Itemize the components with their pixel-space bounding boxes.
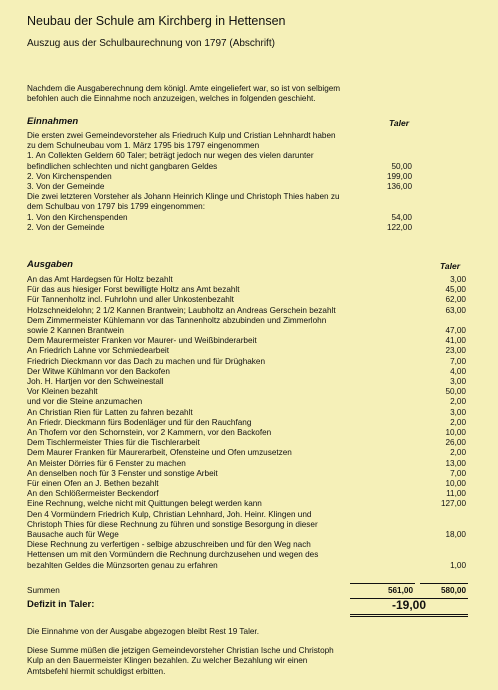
ausgaben-row-text: Für Tannenholtz incl. Fuhrlohn und aller Unkostenbezahlt bbox=[27, 295, 234, 305]
ausgaben-row-text: Bausache auch für Wege bbox=[27, 530, 119, 540]
ausgaben-row-text: und vor die Steine anzumachen bbox=[27, 397, 143, 407]
einnahmen-row-value: 136,00 bbox=[386, 182, 412, 192]
sum-underline-ausgaben bbox=[420, 583, 468, 584]
closing-spacer bbox=[27, 637, 477, 646]
ausgaben-row-value: 23,00 bbox=[445, 346, 466, 356]
ausgaben-row-value: 18,00 bbox=[445, 530, 466, 540]
einnahmen-col-label: Taler bbox=[389, 118, 410, 128]
summen-ausgaben: 580,00 bbox=[440, 586, 466, 595]
einnahmen-row-text: 3. Von der Gemeinde bbox=[27, 182, 105, 192]
einnahmen-row-text: 1. An Collekten Geldern 60 Taler; beträgt jedoch nur wegen des vielen darunter bbox=[27, 151, 314, 161]
ausgaben-row-text: Eine Rechnung, welche nicht mit Quittungen belegt werden kann bbox=[27, 499, 262, 509]
ausgaben-row-text: Für das aus hiesiger Forst bewilligte Holtz ans Amt bezahlt bbox=[27, 285, 240, 295]
ausgaben-row bbox=[27, 540, 367, 550]
ausgaben-row-text: Hettensen um mit den Vormündern die Rechnung durchzusehen und wegen des bbox=[27, 550, 319, 560]
einnahmen-row bbox=[27, 192, 367, 202]
ausgaben-row bbox=[27, 417, 466, 428]
page-title: Neubau der Schule am Kirchberg in Hettensen bbox=[27, 14, 286, 28]
ausgaben-row-value: 41,00 bbox=[445, 336, 466, 346]
ausgaben-row-text: Dem Maurermeister Franken vor Maurer- und Weißbinderarbeit bbox=[27, 336, 257, 346]
ausgaben-row bbox=[27, 285, 466, 295]
einnahmen-row-value: 199,00 bbox=[386, 171, 412, 181]
einnahmen-row-text: Die zwei letzteren Vorsteher als Johann Heinrich Klinge und Christoph Thies haben zu bbox=[27, 192, 340, 202]
sum-underline-einnahmen bbox=[350, 583, 415, 584]
intro-line: befohlen auch die Einnahme noch anzuzeigen, welches in folgenden geschieht. bbox=[27, 94, 316, 104]
ausgaben-row-text: Für einen Ofen an J. Bethen bezahlt bbox=[27, 479, 159, 489]
einnahmen-row-text: dem Schulbau von 1797 bis 1799 eingenommen: bbox=[27, 202, 205, 212]
ausgaben-row bbox=[27, 489, 466, 499]
ausgaben-row-text: Dem Tischlermeister Thies für die Tischlerarbeit bbox=[27, 438, 200, 448]
ausgaben-row-text: Dem Zimmermeister Kühlemann vor das Tannenholtz abzubinden und Zimmerlohn bbox=[27, 315, 327, 325]
einnahmen-row bbox=[27, 202, 367, 212]
einnahmen-row bbox=[27, 151, 367, 161]
ausgaben-row bbox=[27, 366, 466, 377]
ausgaben-row-value: 1,00 bbox=[450, 560, 466, 570]
ausgaben-row-value: 2,00 bbox=[450, 417, 466, 427]
ausgaben-row-value: 7,00 bbox=[450, 468, 466, 478]
einnahmen-row-text: 2. Von Kirchenspenden bbox=[27, 171, 112, 181]
ausgaben-row-text: Joh. H. Hartjen vor den Schweinestall bbox=[27, 377, 164, 387]
ausgaben-row-text: An Christian Rien für Latten zu fahren bezahlt bbox=[27, 407, 193, 417]
ausgaben-row-text: An das Amt Hardegsen für Holtz bezahlt bbox=[27, 275, 173, 284]
ausgaben-row bbox=[27, 499, 466, 509]
einnahmen-row-value: 54,00 bbox=[391, 212, 412, 222]
einnahmen-row-value: 122,00 bbox=[386, 222, 412, 232]
ausgaben-row-text: Der Witwe Kühlmann vor den Backofen bbox=[27, 366, 170, 376]
einnahmen-row-text: zu dem Schulneubau vom 1. März 1795 bis 1797 eingenommen bbox=[27, 141, 260, 151]
einnahmen-row bbox=[27, 182, 412, 192]
ausgaben-row-value: 3,00 bbox=[450, 407, 466, 417]
ausgaben-row bbox=[27, 479, 466, 489]
summen-einnahmen: 561,00 bbox=[387, 586, 413, 595]
closing-line: Amtsbefehl hiermit schuldigst erbitten. bbox=[27, 666, 166, 676]
ausgaben-row-value: 62,00 bbox=[445, 295, 466, 305]
ausgaben-row bbox=[27, 305, 466, 316]
ausgaben-row bbox=[27, 356, 466, 367]
ausgaben-row bbox=[27, 448, 466, 458]
einnahmen-row-text: 1. Von den Kirchenspenden bbox=[27, 212, 128, 222]
ausgaben-row bbox=[27, 275, 466, 285]
ausgaben-row-text: Den 4 Vormündern Friedrich Kulp, Christian Lehnhard, Joh. Heinr. Klingen und bbox=[27, 509, 312, 519]
einnahmen-row bbox=[27, 131, 367, 141]
ausgaben-row-value: 10,00 bbox=[445, 428, 466, 438]
ausgaben-row bbox=[27, 387, 466, 397]
ausgaben-row-text: Christoph Thies für diese Rechnung zu führen und sonstige Besorgung in dieser bbox=[27, 519, 318, 529]
ausgaben-row-value: 45,00 bbox=[445, 285, 466, 295]
intro-line: Nachdem die Ausgaberechnung dem königl. Amte eingeliefert war, so ist von selbigem bbox=[27, 84, 341, 93]
ausgaben-row bbox=[27, 468, 466, 479]
ausgaben-table bbox=[27, 275, 466, 571]
summen-label: Summen bbox=[27, 586, 60, 595]
einnahmen-heading: Einnahmen bbox=[27, 116, 79, 127]
defizit-label: Defizit in Taler: bbox=[27, 599, 95, 610]
einnahmen-row-text: Die ersten zwei Gemeindevorsteher als Friedruch Kulp und Cristian Lehnhardt haben bbox=[27, 131, 336, 140]
einnahmen-row bbox=[27, 212, 412, 223]
ausgaben-row-value: 50,00 bbox=[445, 387, 466, 397]
ausgaben-row bbox=[27, 346, 466, 356]
ausgaben-row-text: An den Schlößermeister Beckendorf bbox=[27, 489, 159, 499]
ausgaben-row-value: 4,00 bbox=[450, 366, 466, 376]
ausgaben-row-value: 2,00 bbox=[450, 448, 466, 458]
ausgaben-row-value: 10,00 bbox=[445, 479, 466, 489]
intro-paragraph bbox=[27, 84, 472, 104]
closing-line: Die Einnahme von der Ausgabe abgezogen bleibt Rest 19 Taler. bbox=[27, 627, 259, 636]
ausgaben-row-text: An Friedrich Lahne vor Schmiedearbeit bbox=[27, 346, 169, 356]
ausgaben-row-value: 11,00 bbox=[446, 489, 466, 499]
ausgaben-row bbox=[27, 520, 367, 530]
ausgaben-row bbox=[27, 377, 466, 387]
ausgaben-row bbox=[27, 295, 466, 305]
ausgaben-row bbox=[27, 326, 466, 336]
ausgaben-row-value: 127,00 bbox=[440, 499, 466, 509]
ausgaben-row-text: bezahlten Geldes die Münzsorten genau zu erfahren bbox=[27, 560, 218, 570]
ausgaben-row bbox=[27, 397, 466, 407]
closing-line: Kulp an den Bauermeister Klingen bezahlen. Zu welcher Bezahlung wir einen bbox=[27, 656, 308, 666]
ausgaben-row-value: 47,00 bbox=[445, 326, 466, 336]
ausgaben-row-text: Vor Kleinen bezahlt bbox=[27, 387, 98, 397]
defizit-underline-2 bbox=[350, 616, 468, 617]
einnahmen-row bbox=[27, 161, 412, 172]
closing-line: Diese Summe müßen die jetzigen Gemeindevorsteher Christian Ische und Christoph bbox=[27, 646, 334, 656]
ausgaben-row-text: Holzschneidelohn; 2 1/2 Kannen Brantwein; Laubholtz an Andreas Gerschein bezahlt bbox=[27, 305, 336, 315]
ausgaben-row bbox=[27, 336, 466, 346]
ausgaben-row-value: 63,00 bbox=[445, 305, 466, 315]
ausgaben-row bbox=[27, 510, 367, 520]
ausgaben-row bbox=[27, 438, 466, 448]
ausgaben-row-value: 26,00 bbox=[445, 438, 466, 448]
ausgaben-row-value: 13,00 bbox=[445, 458, 466, 468]
ausgaben-row-text: Friedrich Dieckmann vor das Dach zu machen und für Drüghaken bbox=[27, 356, 266, 366]
defizit-underline-1 bbox=[350, 614, 468, 615]
einnahmen-table bbox=[27, 131, 412, 233]
ausgaben-row bbox=[27, 550, 367, 560]
einnahmen-row-value: 50,00 bbox=[391, 161, 412, 171]
closing-paragraph bbox=[27, 627, 477, 677]
ausgaben-row-text: Dem Maurer Franken für Maurerarbeit, Ofensteine und Ofen umzusetzen bbox=[27, 448, 292, 458]
ausgaben-row-text: An Friedr. Dieckmann fürs Bodenläger und für den Rauchfang bbox=[27, 417, 252, 427]
ausgaben-row-text: An denselben noch für 3 Fenster und sonstige Arbeit bbox=[27, 468, 218, 478]
einnahmen-row bbox=[27, 171, 412, 182]
ausgaben-row-value: 3,00 bbox=[450, 275, 466, 284]
defizit-value: -19,00 bbox=[391, 598, 426, 612]
ausgaben-heading: Ausgaben bbox=[27, 259, 73, 270]
ausgaben-row bbox=[27, 458, 466, 469]
ausgaben-col-label: Taler bbox=[440, 261, 461, 271]
ausgaben-row-value: 3,00 bbox=[450, 377, 466, 387]
ausgaben-row bbox=[27, 316, 367, 326]
ausgaben-row bbox=[27, 407, 466, 418]
ausgaben-row bbox=[27, 428, 466, 438]
ausgaben-row-text: An Thofern vor den Schornstein, vor 2 Kammern, vor den Backofen bbox=[27, 428, 272, 438]
ausgaben-row-value: 2,00 bbox=[450, 397, 466, 407]
ausgaben-row-text: Diese Rechnung zu verfertigen - selbige abzuschreiben und für den Weg nach bbox=[27, 540, 311, 550]
ausgaben-row-value: 7,00 bbox=[450, 356, 466, 366]
einnahmen-row-text: befindlichen schlechten und nicht gangbaren Geldes bbox=[27, 161, 218, 171]
einnahmen-row bbox=[27, 222, 412, 233]
page-subtitle: Auszug aus der Schulbaurechnung von 1797 (Abschrift) bbox=[27, 38, 275, 49]
ausgaben-row-text: An Meister Dörries für 6 Fenster zu machen bbox=[27, 458, 186, 468]
ausgaben-row bbox=[27, 530, 466, 540]
ausgaben-row-text: sowie 2 Kannen Brantwein bbox=[27, 326, 124, 336]
ausgaben-row bbox=[27, 560, 466, 571]
einnahmen-row-text: 2. Von der Gemeinde bbox=[27, 222, 105, 232]
einnahmen-row bbox=[27, 141, 367, 151]
